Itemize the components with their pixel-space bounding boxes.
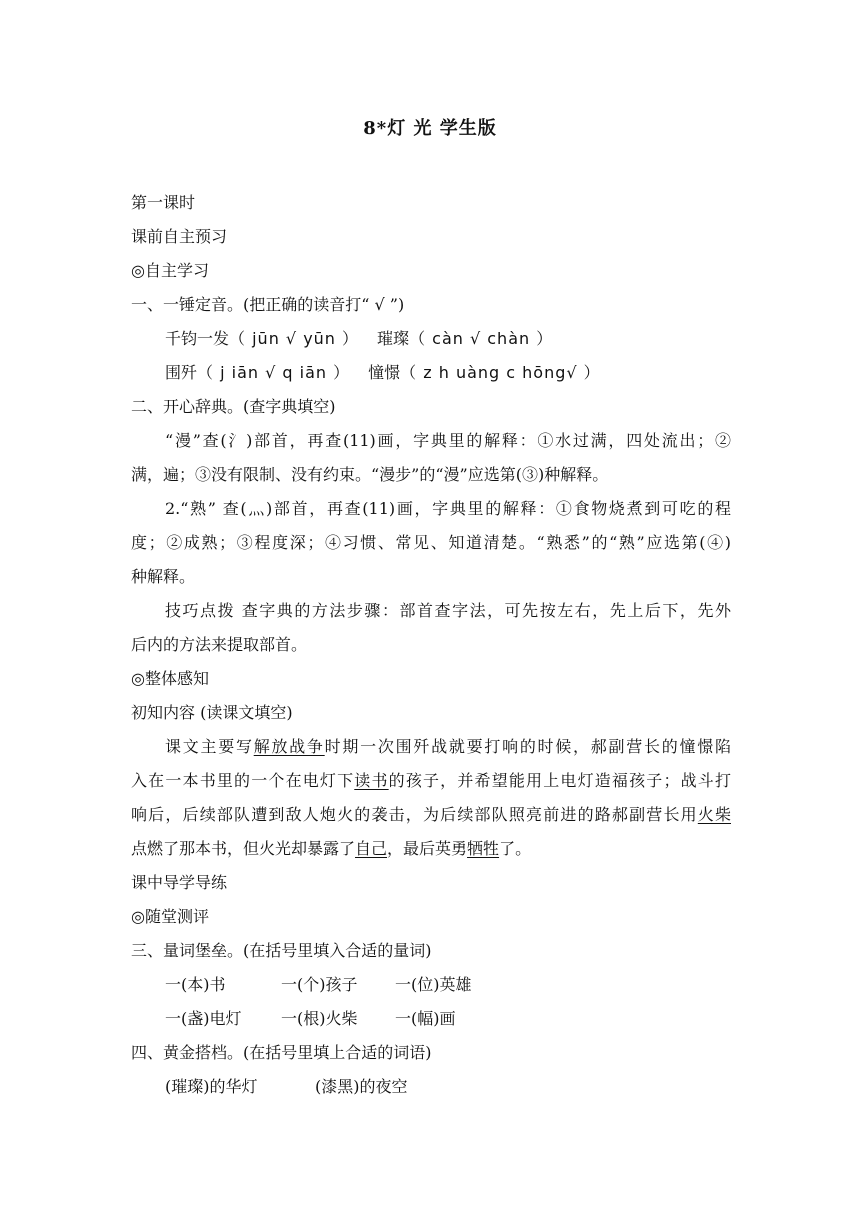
answer-blank: 自己: [355, 839, 388, 858]
q1-word: 围歼: [165, 363, 198, 382]
tip-line: 后内的方法来提取部首。: [131, 635, 308, 654]
q1-word: 千钧一发: [165, 329, 230, 348]
q1-options: （ càn √ chàn ）: [409, 329, 554, 348]
q1-word: 憧憬: [368, 363, 401, 382]
summary-text: 入在一本书里的一个在电灯下: [131, 771, 355, 790]
q1-row-1: [131, 322, 731, 356]
measure-word-item: 一(盏)电灯: [165, 1009, 242, 1028]
q4-row-1: [131, 1070, 731, 1104]
summary-text: 的孩子，并希望能用上电灯造福孩子；战斗打: [388, 771, 731, 790]
summary-text: ，最后英勇: [387, 839, 468, 858]
collocation-item: (璀璨)的华灯: [165, 1077, 258, 1096]
measure-word-item: 一(个)孩子: [281, 975, 358, 994]
q3-row-2: [131, 1002, 731, 1036]
q1-options: （ jūn √ yūn ）: [229, 329, 360, 348]
in-class-heading: 课中导学导练: [131, 873, 228, 892]
q3-heading: 三、量词堡垒。(在括号里填入合适的量词): [131, 941, 432, 960]
q1-row-2: [131, 356, 731, 390]
measure-word-item: 一(幅)画: [395, 1009, 456, 1028]
q2-paragraph-2-line: 种解释。: [131, 567, 196, 586]
summary-text: 了。: [499, 839, 532, 858]
lesson-label: 第一课时: [131, 193, 196, 212]
q4-heading: 四、黄金搭档。(在括号里填上合适的词语): [131, 1043, 432, 1062]
q3-row-1: [131, 968, 731, 1002]
tip-line: 技巧点拨 查字典的方法步骤：部首查字法，可先按左右，先上后下，先外: [165, 601, 731, 620]
collocation-item: (漆黑)的夜空: [315, 1077, 408, 1096]
q1-options: （ z h uàng c hōng√ ）: [400, 363, 601, 382]
answer-blank: 火柴: [697, 805, 731, 824]
answer-blank: 解放战争: [253, 737, 325, 756]
measure-word-item: 一(根)火柴: [281, 1009, 358, 1028]
q1-heading: 一、一锤定音。(把正确的读音打“ √ ”): [131, 295, 405, 314]
q2-paragraph-2-line: 2.“熟” 查(灬)部首，再查(11)画，字典里的解释：①食物烧煮到可吃的程: [165, 499, 731, 518]
q2-heading: 二、开心辞典。(查字典填空): [131, 397, 336, 416]
summary-text: 课文主要写: [165, 737, 254, 756]
q1-options: （ j iān √ q iān ）: [197, 363, 351, 382]
q2-paragraph-1-line: 满，遍；③没有限制、没有约束。“漫步”的“漫”应选第(③)种解释。: [131, 465, 609, 484]
self-study-heading: ◎自主学习: [131, 261, 209, 280]
summary-line: [131, 798, 731, 832]
initial-heading: 初知内容 (读课文填空): [131, 703, 293, 722]
summary-text: 时期一次围歼战就要打响的时候，郝副营长的憧憬陷: [324, 737, 731, 756]
measure-word-item: 一(位)英雄: [395, 975, 472, 994]
summary-text: 响后，后续部队遭到敌人炮火的袭击，为后续部队照亮前进的路郝副营长用: [131, 805, 698, 824]
answer-blank: 读书: [354, 771, 389, 790]
q2-paragraph-2-line: 度；②成熟；③程度深；④习惯、常见、知道清楚。“熟悉”的“熟”应选第(④): [131, 533, 731, 552]
overall-heading: ◎整体感知: [131, 669, 209, 688]
measure-word-item: 一(本)书: [165, 975, 226, 994]
summary-line: [131, 764, 731, 798]
summary-line: [131, 832, 731, 866]
q1-word: 璀璨: [377, 329, 410, 348]
quiz-heading: ◎随堂测评: [131, 907, 209, 926]
summary-text: 点燃了那本书，但火光却暴露了: [131, 839, 356, 858]
q2-paragraph-1-line: “漫”查(氵)部首，再查(11)画，字典里的解释：①水过满，四处流出；②: [165, 431, 731, 450]
summary-line: [131, 730, 731, 764]
preview-heading: 课前自主预习: [131, 227, 228, 246]
document-body: [131, 186, 731, 1104]
page-title: 8*灯 光 学生版: [363, 118, 497, 139]
answer-blank: 牺牲: [467, 839, 500, 858]
